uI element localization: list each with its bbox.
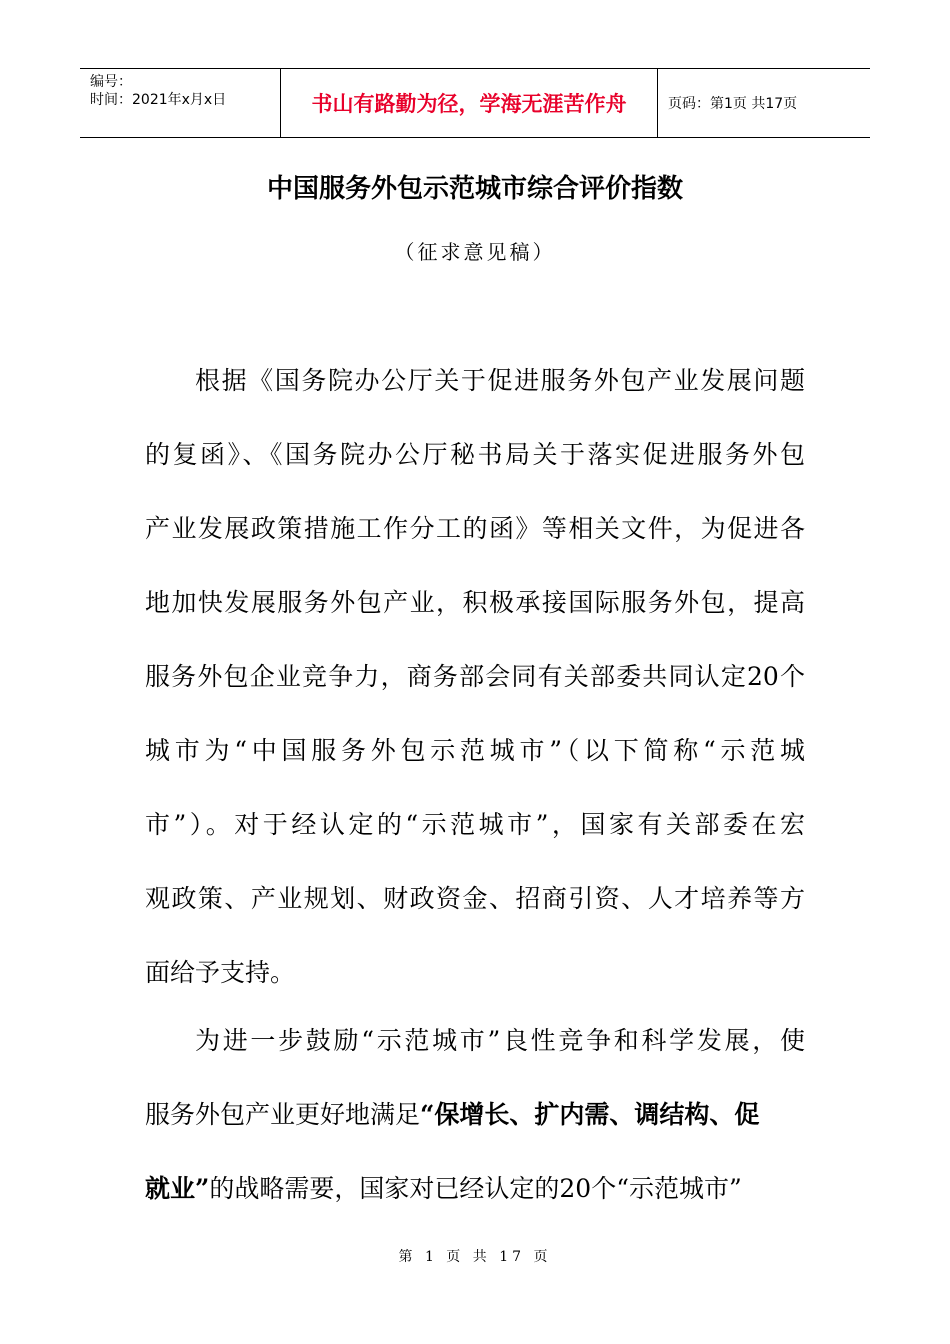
paragraph-2-text: 服务外包产业更好地满足 <box>145 1100 421 1129</box>
paragraph-1-line: 根据《国务院办公厅关于促进服务外包产业发展问题 <box>195 366 805 395</box>
paragraph-1-line: 产业发展政策措施工作分工的函》等相关文件，为促进各 <box>145 514 805 543</box>
paragraph-2-emphasis: “保增长、扩内需、调结构、促 <box>420 1100 760 1129</box>
paragraph-1-line: 服务外包企业竞争力，商务部会同有关部委共同认定20个 <box>145 662 805 691</box>
paragraph-2-text: 的战略需要，国家对已经认定的20个“示范城市” <box>209 1174 742 1203</box>
document-subtitle: （征求意见稿） <box>394 240 556 264</box>
paragraph-1-line: 城市为“中国服务外包示范城市”（以下简称“示范城 <box>145 736 805 765</box>
paragraph-2-line: 为进一步鼓励“示范城市”良性竞争和科学发展，使 <box>195 1026 805 1055</box>
paragraph-1-line: 地加快发展服务外包产业，积极承接国际服务外包，提高 <box>145 588 805 617</box>
paragraph-2-line <box>145 1096 759 1134</box>
paragraph-2-line <box>145 1170 742 1208</box>
number-label: 编号： <box>90 74 132 90</box>
document-title: 中国服务外包示范城市综合评价指数 <box>266 174 683 204</box>
header-motto: 书山有路勤为径，学海无涯苦作舟 <box>280 69 658 137</box>
page-footer: 第 1 页 共 17 页 <box>398 1249 552 1265</box>
header-page-info: 页码：第1页 共17页 <box>668 96 798 112</box>
paragraph-1-line: 的复函》、《国务院办公厅秘书局关于落实促进服务外包 <box>145 440 805 469</box>
paragraph-2-emphasis: 就业” <box>145 1174 210 1203</box>
paragraph-1-line: 面给予支持。 <box>145 958 296 987</box>
document-header <box>80 68 870 138</box>
paragraph-1-line: 观政策、产业规划、财政资金、招商引资、人才培养等方 <box>145 884 805 913</box>
paragraph-1-line: 市”）。对于经认定的“示范城市”，国家有关部委在宏 <box>145 810 805 839</box>
header-meta <box>80 69 280 137</box>
time-label: 时间：2021年x月x日 <box>90 92 227 108</box>
